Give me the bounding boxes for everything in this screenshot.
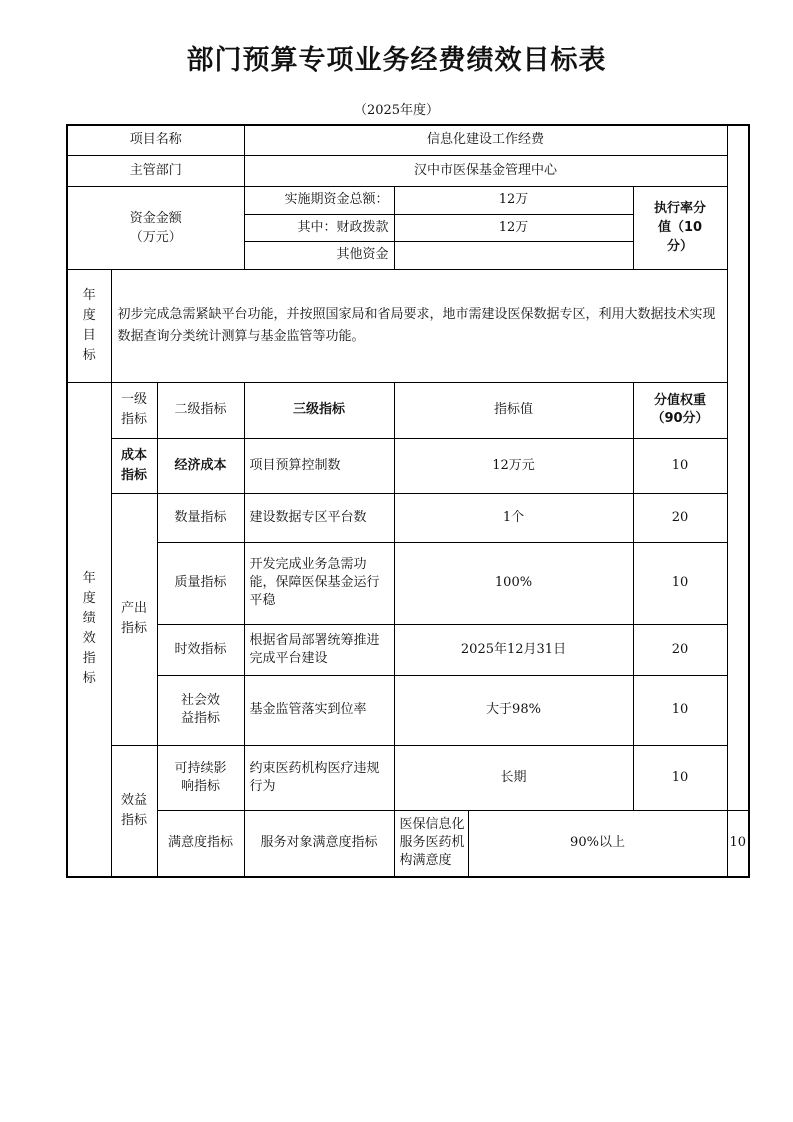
level3-cell: 根据省局部署统筹推进完成平台建设 (244, 624, 394, 675)
table-row (67, 624, 749, 675)
indicators-section-label: 年度绩效指标 (67, 382, 111, 877)
header-level1: 一级指标 (111, 382, 157, 438)
row-annual-goal (67, 269, 749, 382)
level3-cell: 项目预算控制数 (244, 438, 394, 493)
level2-cell: 社会效益指标 (157, 675, 244, 745)
weight-cell: 20 (633, 624, 727, 675)
weight-cell: 10 (633, 675, 727, 745)
weight-cell: 20 (633, 493, 727, 542)
group-satisfaction: 满意度指标 (157, 810, 244, 877)
table-row (67, 810, 749, 877)
department-label: 主管部门 (67, 155, 244, 186)
level3-cell: 开发完成业务急需功能，保障医保基金运行平稳 (244, 542, 394, 624)
table-row (67, 438, 749, 493)
exec-rate-label: 执行率分值（10分） (633, 186, 727, 269)
weight-cell: 10 (633, 542, 727, 624)
level3-cell: 建设数据专区平台数 (244, 493, 394, 542)
other-funds-label: 其他资金 (244, 241, 394, 269)
value-cell: 1个 (394, 493, 633, 542)
group-cost: 成本指标 (111, 438, 157, 493)
department-value: 汉中市医保基金管理中心 (244, 155, 727, 186)
page-title: 部门预算专项业务经费绩效目标表 (186, 45, 607, 76)
value-cell: 12万元 (394, 438, 633, 493)
other-funds-value (394, 241, 633, 269)
group-benefit: 效益指标 (111, 745, 157, 877)
level3-cell: 基金监管落实到位率 (244, 675, 394, 745)
weight-cell: 10 (633, 745, 727, 810)
level2-cell: 时效指标 (157, 624, 244, 675)
row-project-name (67, 125, 749, 155)
group-output: 产出指标 (111, 493, 157, 745)
level3-cell: 医保信息化服务医药机构满意度 (394, 810, 468, 877)
level2-cell: 可持续影响指标 (157, 745, 244, 810)
table-row (67, 675, 749, 745)
fiscal-funds-label: 其中：财政拨款 (244, 214, 394, 241)
table-row (67, 493, 749, 542)
project-name-label: 项目名称 (67, 125, 244, 155)
table-row (67, 745, 749, 810)
row-indicator-header (67, 382, 749, 438)
value-cell: 2025年12月31日 (394, 624, 633, 675)
annual-goal-label: 年度目标 (67, 269, 111, 382)
table-row (67, 542, 749, 624)
level2-cell: 经济成本 (157, 438, 244, 493)
header-value: 指标值 (394, 382, 633, 438)
level3-cell: 约束医药机构医疗违规行为 (244, 745, 394, 810)
row-total-funds (67, 186, 749, 214)
performance-table (66, 124, 750, 878)
value-cell: 大于98% (394, 675, 633, 745)
annual-goal-text: 初步完成急需紧缺平台功能，并按照国家局和省局要求，地市需建设医保数据专区，利用大数据技术实现数据查询分类统计测算与基金监管等功能。 (111, 269, 727, 382)
level2-cell: 质量指标 (157, 542, 244, 624)
level2-cell: 数量指标 (157, 493, 244, 542)
value-cell: 100% (394, 542, 633, 624)
total-funds-label: 实施期资金总额： (244, 186, 394, 214)
row-department (67, 155, 749, 186)
weight-cell: 10 (727, 810, 749, 877)
project-name-value: 信息化建设工作经费 (244, 125, 727, 155)
header-level3: 三级指标 (244, 382, 394, 438)
total-funds-value: 12万 (394, 186, 633, 214)
fiscal-funds-value: 12万 (394, 214, 633, 241)
year-label: （2025年度） (353, 103, 440, 118)
weight-cell: 10 (633, 438, 727, 493)
header-level2: 二级指标 (157, 382, 244, 438)
header-weight: 分值权重（90分） (633, 382, 727, 438)
value-cell: 长期 (394, 745, 633, 810)
value-cell: 90%以上 (468, 810, 727, 877)
funds-label: 资金金额（万元） (67, 186, 244, 269)
level2-cell: 服务对象满意度指标 (244, 810, 394, 877)
